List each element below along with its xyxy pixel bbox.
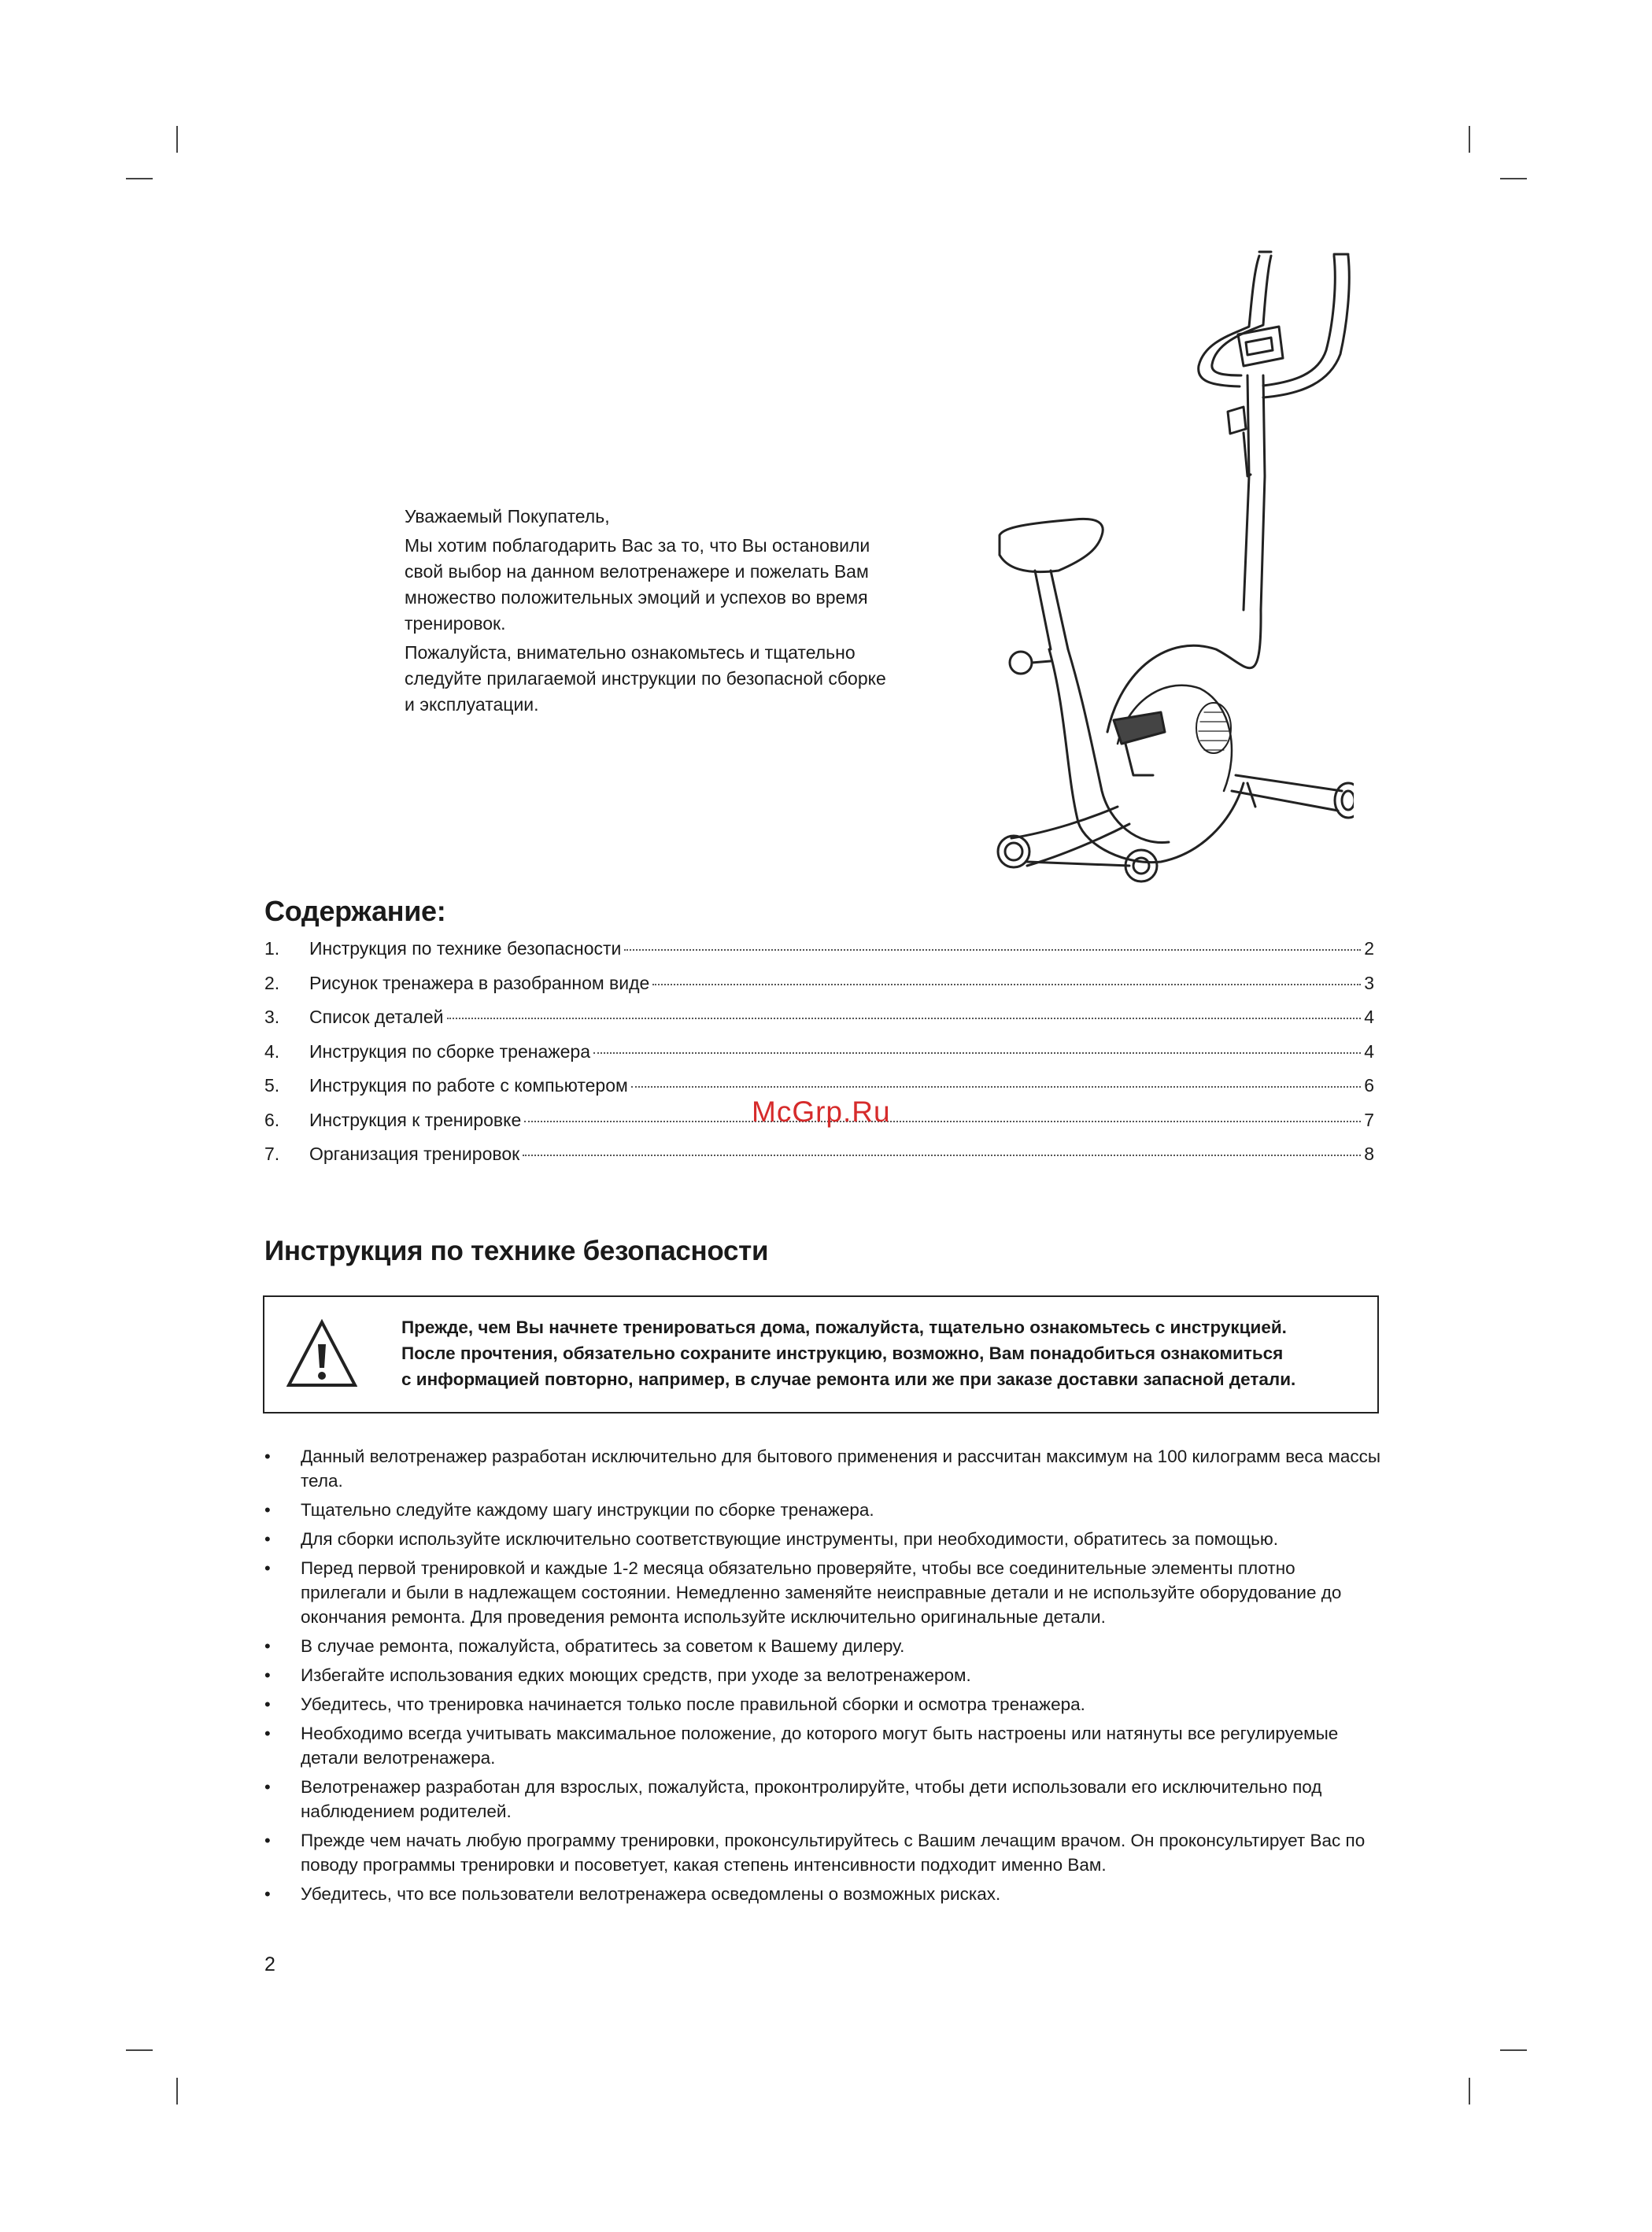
toc-item-label: Инструкция к тренировке <box>309 1109 522 1130</box>
crop-mark <box>176 126 178 153</box>
list-item: • Прежде чем начать любую программу тренировки, проконсультируйтесь с Вашим лечащим врачом. Он проконсультирует Вас по поводу программы тренировки и посоветует, какая степень интенсивности подходит именно Вам. <box>264 1828 1382 1877</box>
warning-line: Прежде, чем Вы начнете тренироваться дома, пожалуйста, тщательно ознакомьтесь с инструкцией. <box>401 1317 1287 1337</box>
list-item: • Избегайте использования едких моющих средств, при уходе за велотренажером. <box>264 1663 1382 1687</box>
toc-leader-dots <box>624 949 1361 951</box>
section-title: Инструкция по технике безопасности <box>264 1236 769 1266</box>
safety-bullet-list <box>264 1444 1382 1911</box>
list-item: • Необходимо всегда учитывать максимальное положение, до которого могут быть настроены или натянуты все регулируемые детали велотренажера. <box>264 1721 1382 1770</box>
crop-mark <box>126 178 153 179</box>
toc-leader-dots <box>447 1018 1362 1019</box>
toc-item-number: 1. <box>264 938 280 959</box>
warning-line: После прочтения, обязательно сохраните инструкцию, возможно, Вам понадобиться ознакомиться <box>401 1343 1284 1363</box>
toc-leader-dots <box>524 1121 1361 1122</box>
crop-mark <box>1469 2078 1470 2105</box>
toc-item-page: 6 <box>1364 1075 1374 1096</box>
toc-item-label: Список деталей <box>309 1007 444 1027</box>
toc-item-label: Рисунок тренажера в разобранном виде <box>309 972 650 993</box>
crop-mark <box>176 2078 178 2105</box>
list-item: • Убедитесь, что все пользователи велотренажера осведомлены о возможных рисках. <box>264 1882 1382 1906</box>
warning-text <box>401 1314 1362 1392</box>
toc-item-label: Организация тренировок <box>309 1144 520 1164</box>
crop-mark <box>1469 126 1470 153</box>
toc-item-page: 2 <box>1364 938 1374 959</box>
toc-item-page: 8 <box>1364 1144 1374 1164</box>
toc-item-number: 2. <box>264 972 280 993</box>
toc-leader-dots <box>523 1155 1361 1156</box>
list-item: • Убедитесь, что тренировка начинается только после правильной сборки и осмотра тренажера. <box>264 1692 1382 1716</box>
list-item: • В случае ремонта, пожалуйста, обратитесь за советом к Вашему дилеру. <box>264 1634 1382 1658</box>
toc-item-page: 4 <box>1364 1040 1374 1062</box>
intro-paragraph: Пожалуйста, внимательно ознакомьтесь и тщательно следуйте прилагаемой инструкции по безопасной сборке и эксплуатации. <box>405 642 886 715</box>
exercise-bike-illustration <box>933 240 1354 909</box>
list-item: • Данный велотренажер разработан исключительно для бытового применения и рассчитан максимум на 100 килограмм веса массы тела. <box>264 1444 1382 1493</box>
list-item: • Для сборки используйте исключительно соответствующие инструменты, при необходимости, обратитесь за помощью. <box>264 1527 1382 1551</box>
toc-item-number: 6. <box>264 1109 280 1130</box>
toc-item-number: 4. <box>264 1040 280 1062</box>
list-item: • Велотренажер разработан для взрослых, пожалуйста, проконтролируйте, чтобы дети использовали его исключительно под наблюдением родителей. <box>264 1775 1382 1824</box>
toc-item-page: 7 <box>1364 1109 1374 1130</box>
toc-leader-dots <box>631 1086 1361 1088</box>
table-of-contents <box>264 938 1374 1178</box>
toc-item[interactable] <box>264 1007 1374 1041</box>
toc-item[interactable] <box>264 973 1374 1007</box>
crop-mark <box>1500 178 1527 179</box>
list-item: • Тщательно следуйте каждому шагу инструкции по сборке тренажера. <box>264 1498 1382 1522</box>
toc-item-page: 3 <box>1364 972 1374 993</box>
toc-item[interactable] <box>264 1041 1374 1076</box>
intro-greeting: Уважаемый Покупатель, <box>405 506 610 527</box>
list-item: • Перед первой тренировкой и каждые 1-2 месяца обязательно проверяйте, чтобы все соединительные элементы плотно прилегали и были в надлежащем состоянии. Немедленно заменяйте неисправные детали и не используйте оборудование до окончания ремонта. Для проведения ремонта используйте исключительно оригинальные детали. <box>264 1556 1382 1629</box>
toc-item-number: 3. <box>264 1007 280 1027</box>
toc-item-label: Инструкция по сборке тренажера <box>309 1040 590 1062</box>
warning-triangle-icon <box>286 1319 357 1390</box>
intro-text <box>405 504 893 721</box>
toc-item-number: 7. <box>264 1144 280 1164</box>
crop-mark <box>126 2049 153 2051</box>
warning-box <box>263 1295 1379 1413</box>
toc-title: Содержание: <box>264 895 446 927</box>
toc-item-label: Инструкция по технике безопасности <box>309 938 622 959</box>
warning-line: с информацией повторно, например, в случае ремонта или же при заказе доставки запасной детали. <box>401 1369 1296 1389</box>
page-number: 2 <box>264 1953 275 1975</box>
toc-leader-dots <box>652 984 1361 985</box>
crop-mark <box>1500 2049 1527 2051</box>
toc-item-label: Инструкция по работе с компьютером <box>309 1075 628 1096</box>
toc-item-page: 4 <box>1364 1007 1374 1027</box>
intro-paragraph: Мы хотим поблагодарить Вас за то, что Вы остановили свой выбор на данном велотренажере и пожелать Вам множество положительных эмоций и успехов во время тренировок. <box>405 535 870 634</box>
toc-leader-dots <box>593 1052 1361 1054</box>
toc-item-number: 5. <box>264 1075 280 1096</box>
toc-item[interactable] <box>264 938 1374 973</box>
watermark: McGrp.Ru <box>752 1096 891 1128</box>
toc-item[interactable] <box>264 1144 1374 1178</box>
